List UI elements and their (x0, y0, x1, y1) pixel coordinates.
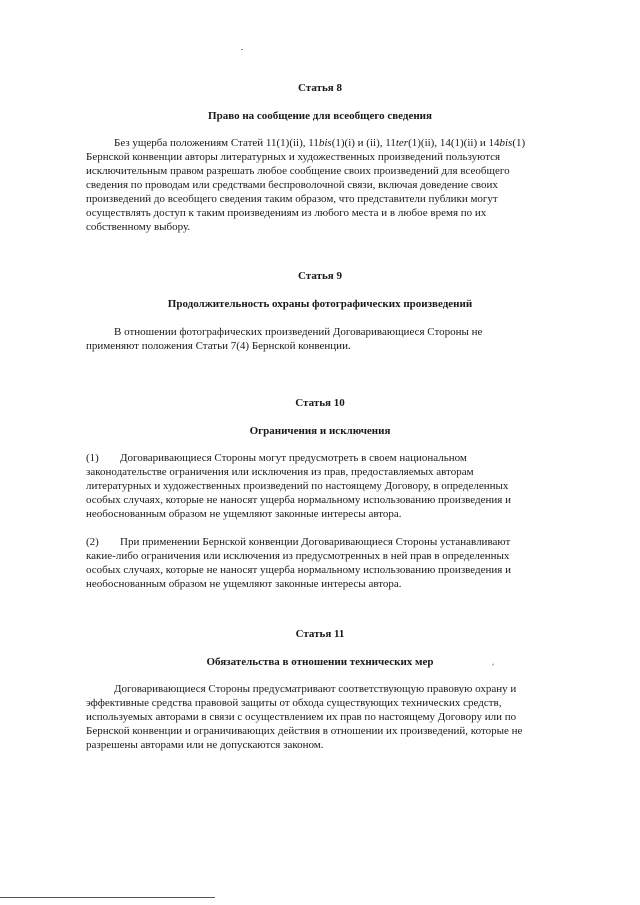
article-11-title: Статья 11 (295, 628, 345, 640)
article-8-line: Бернской конвенции авторы литературных и художественных произведений пользуются (86, 151, 501, 163)
article-10-p1-number: (1) (86, 452, 99, 464)
article-10-line: литературных и художественных произведений по настоящему Договору, в определенных (86, 480, 509, 492)
article-11-paragraph (86, 682, 566, 752)
article-11-line: эффективные средства правовой защиты от обхода существующих технических средств, (86, 697, 502, 709)
scan-speck (241, 49, 243, 50)
article-8-line: Без ущерба положениям Статей 11(1)(ii), 11bis(1)(i) и (ii), 11ter(1)(ii), 14(1)(ii) и 14bis(1) (114, 137, 526, 149)
article-8-line: произведений до всеобщего сведения таким образом, что представители публики могут (86, 193, 498, 205)
article-9-subtitle: Продолжительность охраны фотографических произведений (167, 298, 473, 310)
article-9-title: Статья 9 (298, 270, 342, 282)
article-8-paragraph (86, 136, 566, 234)
article-11-line: используемых авторами в связи с осуществлением их прав по настоящему Договору или по (86, 711, 517, 723)
article-10-line: При применении Бернской конвенции Договаривающиеся Стороны устанавливают (120, 536, 511, 548)
article-11-line: Бернской конвенции и ограничивающих действия в отношении их произведений, которые не (86, 725, 523, 737)
article-9-line: В отношении фотографических произведений Договаривающиеся Стороны не (114, 326, 483, 338)
article-8-line: осуществлять доступ к таким произведениям из любого места и в любое время по их (86, 207, 487, 219)
article-9-paragraph (86, 325, 564, 353)
article-10-line: какие-либо ограничения или исключения из предусмотренных в ней прав в определенных (86, 550, 510, 562)
article-8-line: собственному выбору. (86, 221, 191, 233)
article-9-line: применяют положения Статьи 7(4) Бернской конвенции. (86, 340, 351, 352)
article-8-subtitle: Право на сообщение для всеобщего сведения (208, 110, 432, 122)
footnote-separator-line (0, 897, 215, 898)
article-11-subtitle: Обязательства в отношении технических мер (206, 656, 434, 668)
article-10-line: законодательстве ограничения или исключения из прав, предоставляемых авторам (86, 466, 474, 478)
article-10-paragraph-2 (86, 535, 564, 591)
article-10-line: необоснованным образом не ущемляют законные интересы автора. (86, 508, 402, 520)
article-10-line: Договаривающиеся Стороны могут предусмотреть в своем национальном (120, 452, 467, 464)
article-8-title: Статья 8 (298, 82, 342, 94)
article-10-line: особых случаях, которые не наносят ущерба нормальному использованию произведения и (86, 494, 511, 506)
article-10-subtitle: Ограничения и исключения (249, 425, 391, 437)
article-11-line: Договаривающиеся Стороны предусматривают соответствующую правовую охрану и (114, 683, 517, 695)
article-10-line: необоснованным образом не ущемляют законные интересы автора. (86, 578, 402, 590)
article-10-line: особых случаях, которые не наносят ущерба нормальному использованию произведения и (86, 564, 511, 576)
article-10-p1-first-line (86, 451, 564, 465)
article-10-p2-first-line (86, 535, 564, 549)
article-10-paragraph-1 (86, 451, 564, 521)
article-11-line: разрешены авторами или не допускаются законом. (86, 739, 324, 751)
article-10-p2-number: (2) (86, 536, 99, 548)
article-10-title: Статья 10 (295, 397, 345, 409)
article-8-line: сведения по проводам или средствами беспроволочной связи, включая доведение своих (86, 179, 498, 191)
article-8-line: исключительным правом разрешать любое сообщение своих произведений для всеобщего (86, 165, 510, 177)
